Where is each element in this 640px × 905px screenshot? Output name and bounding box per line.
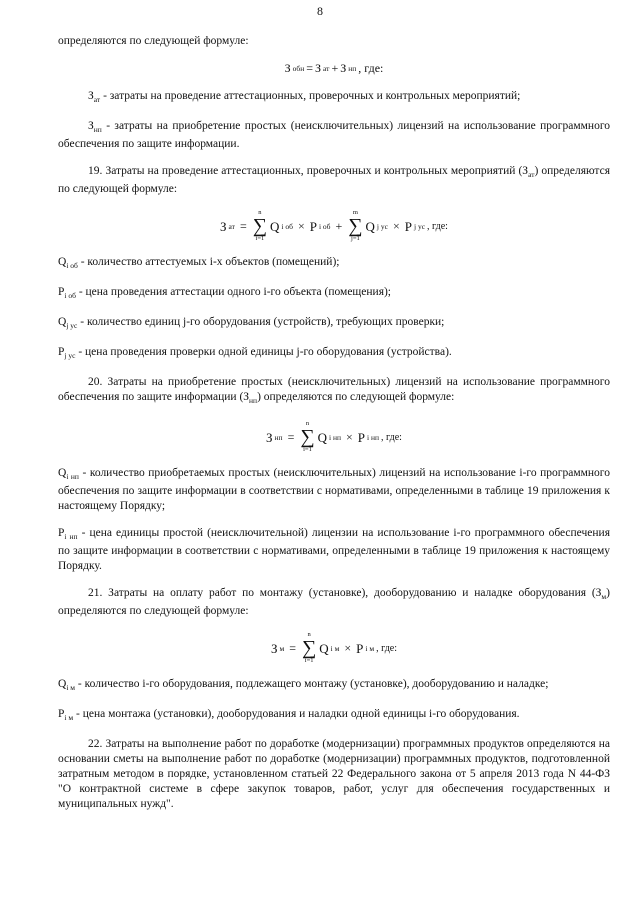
formula-subscript: нп xyxy=(348,64,357,73)
formula-symbol: З xyxy=(340,61,347,75)
formula-symbol: З xyxy=(284,61,291,75)
paragraph-21: 21. Затраты на оплату работ по монтажу (установке), дооборудованию и наладке оборудования $(З_м)$ определяются по следующей формуле: xyxy=(58,587,610,617)
intro-line: определяются по следующей формуле: xyxy=(58,35,249,47)
page-number: 8 xyxy=(317,4,323,18)
paragraph-19: 19. Затраты на проведение аттестационных, проверочных и контрольных мероприятий $(З_{ат})$ определяются по следующей формуле: xyxy=(58,165,610,195)
formula-total xyxy=(58,61,610,77)
paragraph-22: 22. Затраты на выполнение работ по доработке (модернизации) программных продуктов определяются на основании сметы на выполнение работ по доработке (модернизации) программных продуктов, подготовленной затратным методом в порядке, установленном статьей 22 Федерального закона от 5 апреля 2013 года N 44-ФЗ "О контрактной системе в сфере закупок товаров, работ, услуг для обеспечения государственных и муниципальных нужд". xyxy=(58,738,610,810)
sum-sign: n ∑ i=1 xyxy=(300,420,315,453)
formula-symbol: З xyxy=(315,61,322,75)
definition-qiob: $Q_{i об}$ - количество аттестуемых i-х объектов (помещений); xyxy=(58,256,340,270)
formula-operator: + xyxy=(331,61,339,75)
paragraph-20: 20. Затраты на приобретение простых (неисключительных) лицензий на использование программного обеспечения по защите информации $(З_{нп})$ определяются по следующей формуле: xyxy=(58,376,610,405)
formula-operator: = xyxy=(306,61,314,75)
formula-licenses: З нп = n ∑ i=1 Q i нп × P i нп , где: xyxy=(266,420,402,453)
definition-qjus: $Q_{j ус}$ - количество единиц j-го оборудования (устройств), требующих проверки; xyxy=(58,316,445,330)
definition-qinp: $Q_{i нп}$ - количество приобретаемых простых (неисключительных) лицензий на использование i-го программного обеспечения по защите информации в соответствии с нормативами, определенными в таблице 19 приложения к настоящему Порядку; xyxy=(58,467,610,512)
definition-zat: $З_{ат}$ - затраты на проведение аттестационных, проверочных и контрольных мероприятий; xyxy=(88,90,521,104)
formula-subscript: обн xyxy=(292,64,305,73)
formula-attestation: З ат = n ∑ i=1 Q i об × P i об + m ∑ j=1 Q j ус × P j ус , где: xyxy=(220,209,448,242)
formula-installation: З м = n ∑ i=1 Q i м × P i м , где: xyxy=(270,631,398,664)
definition-pim: $P_{i м}$ - цена монтажа (установки), дооборудования и наладки одной единицы i-го оборудования. xyxy=(58,708,520,722)
formula-tail: , где: xyxy=(358,61,384,75)
definition-pjus: $P_{j ус}$ - цена проведения проверки одной единицы j-го оборудования (устройства). xyxy=(58,346,452,360)
definition-qim: $Q_{i м}$ - количество i-го оборудования, подлежащего монтажу (установке), дооборудованию и наладке; xyxy=(58,678,549,692)
sum-sign: n ∑ i=1 xyxy=(302,631,317,664)
document-body xyxy=(58,34,610,812)
formula-subscript: ат xyxy=(323,64,330,73)
definition-piob: $P_{i об}$ - цена проведения аттестации одного i-го объекта (помещения); xyxy=(58,286,392,300)
definition-pinp: $P_{i нп}$ - цена единицы простой (неисключительной) лицензии на использование i-го программного обеспечения по защите информации в соответствии с нормативами, определенными в таблице 19 приложения к настоящему Порядку. xyxy=(58,527,610,572)
sum-sign: n ∑ i=1 xyxy=(252,209,268,242)
sum-sign: m ∑ j=1 xyxy=(348,209,363,242)
definition-znp: $З_{нп}$ - затраты на приобретение простых (неисключительных) лицензий на использование программного обеспечения по защите информации. xyxy=(58,120,610,150)
